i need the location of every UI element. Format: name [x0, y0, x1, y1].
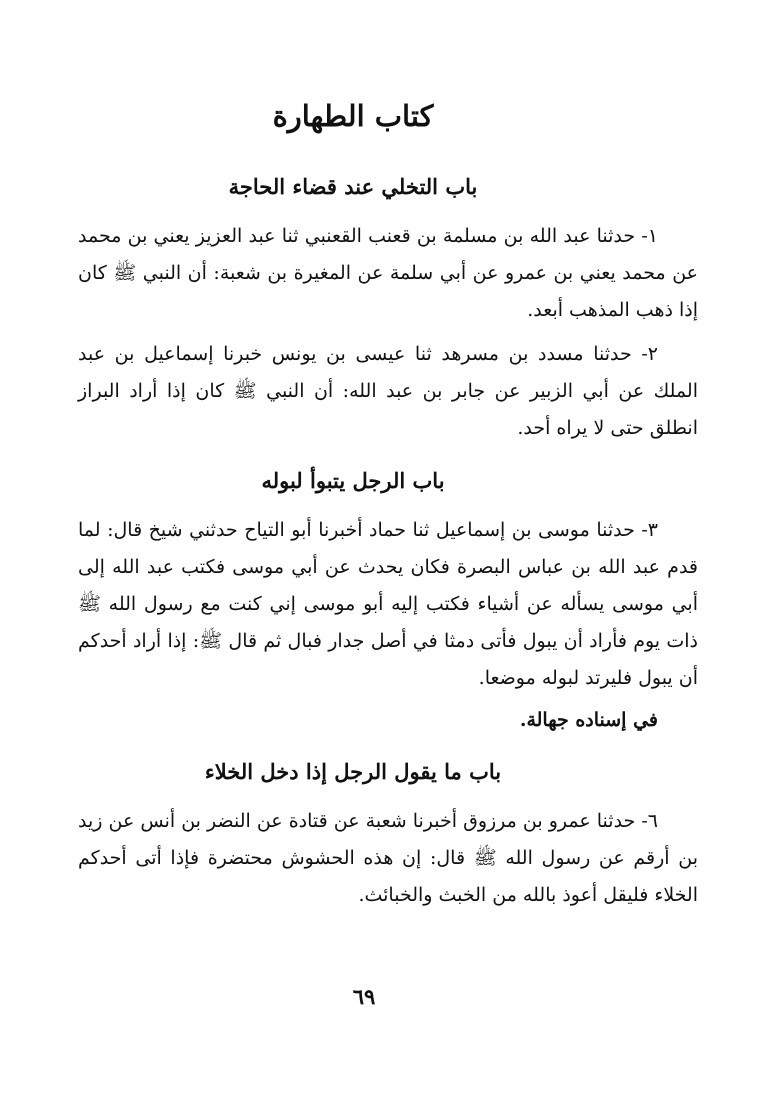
chapter-heading-2: باب الرجل يتبوأ لبوله — [261, 468, 445, 493]
chapter-heading-3: باب ما يقول الرجل إذا دخل الخلاء — [204, 759, 502, 784]
hadith-6: ٦- حدثنا عمرو بن مرزوق أخبرنا شعبة عن قتادة عن النضر بن أنس عن زيد بن أرقم عن رسول الله ﷺ قال: إن هذه الحشوش محتضرة فإذا أتى أحدكم الخلاء فليقل أعوذ بالله من الخبث والخبائث. — [78, 810, 698, 906]
isnad-note: في إسناده جهالة. — [519, 709, 658, 731]
page-number: ٦٩ — [352, 984, 376, 1009]
hadith-2: ٢- حدثنا مسدد بن مسرهد ثنا عيسى بن يونس خبرنا إسماعيل بن عبد الملك عن أبي الزبير عن جابر بن عبد الله: أن النبي ﷺ كان إذا أراد البراز انطلق حتى لا يراه أحد. — [78, 343, 698, 439]
chapter-heading-1: باب التخلي عند قضاء الحاجة — [228, 174, 478, 199]
hadith-1: ١- حدثنا عبد الله بن مسلمة بن قعنب القعنبي ثنا عبد العزيز يعني بن محمد عن محمد يعني بن عمرو عن أبي سلمة عن المغيرة بن شعبة: أن النبي ﷺ كان إذا ذهب المذهب أبعد. — [78, 225, 698, 321]
book-page — [78, 0, 698, 1101]
hadith-3: ٣- حدثنا موسى بن إسماعيل ثنا حماد أخبرنا أبو التياح حدثني شيخ قال: لما قدم عبد الله بن عباس البصرة فكان يحدث عن أبي موسى فكتب عبد الله إلى أبي موسى يسأله عن أشياء فكتب إليه أبو موسى إني كنت مع رسول الله ﷺ ذات يوم فأراد أن يبول فأتى دمثا في أصل جدار فبال ثم قال ﷺ: إذا أراد أحدكم أن يبول فليرتد لبوله موضعا. — [78, 519, 698, 689]
book-title: كتاب الطهارة — [272, 99, 434, 133]
